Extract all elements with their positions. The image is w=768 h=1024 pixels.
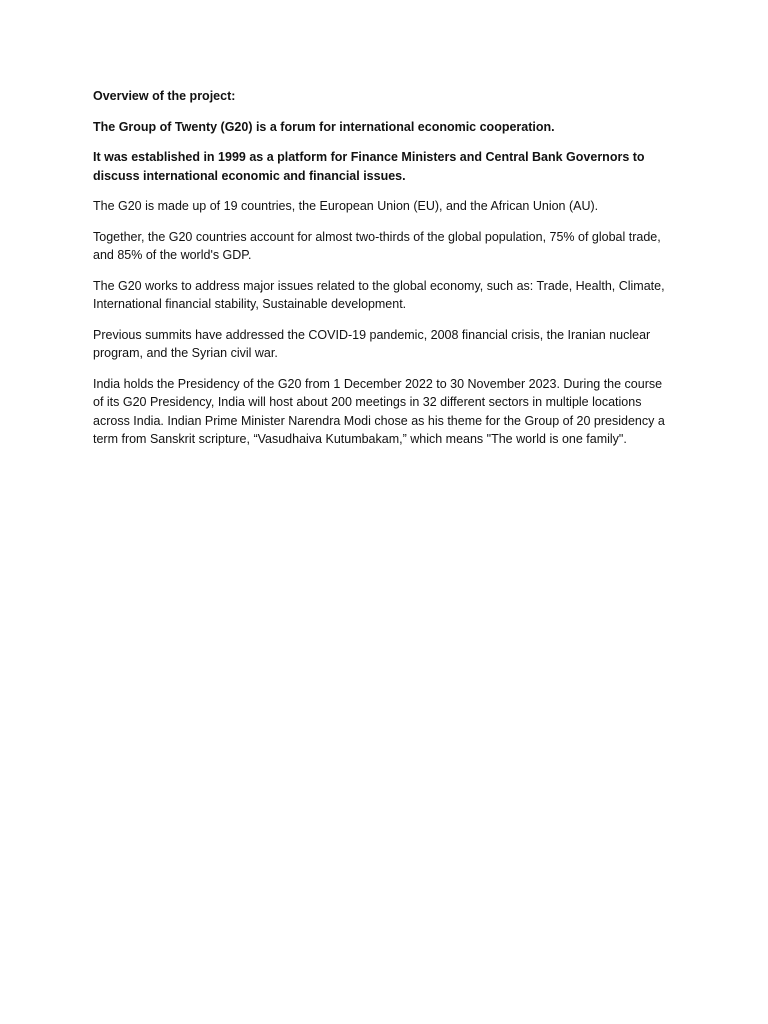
paragraph-global-share: Together, the G20 countries account for almost two-thirds of the global population, 75% of global trade, and 85% of the world's GDP.: [93, 229, 661, 262]
paragraph-india-presidency: India holds the Presidency of the G20 from 1 December 2022 to 30 November 2023. During the course of its G20 Presidency, India will host about 200 meetings in 32 different sectors in multiple locations across India. Indian Prime Minister Narendra Modi chose as his theme for the Group of 20 presidency a term from Sanskrit scripture, “Vasudhaiva Kutumbakam,” which means "The world is one family".: [93, 376, 665, 446]
paragraph-establishment: It was established in 1999 as a platform for Finance Ministers and Central Bank Governors to discuss international economic and financial issues.: [93, 150, 645, 183]
paragraph-major-issues: The G20 works to address major issues related to the global economy, such as: Trade, Health, Climate, International financial stability, Sustainable development.: [93, 278, 665, 311]
paragraph-g20-definition: The Group of Twenty (G20) is a forum for international economic cooperation.: [93, 119, 555, 134]
paragraph-membership: The G20 is made up of 19 countries, the European Union (EU), and the African Union (AU).: [93, 199, 599, 213]
document-body: [93, 87, 673, 461]
paragraph-previous-summits: Previous summits have addressed the COVID-19 pandemic, 2008 financial crisis, the Iranian nuclear program, and the Syrian civil war.: [93, 327, 651, 360]
document-heading: Overview of the project:: [93, 89, 236, 103]
